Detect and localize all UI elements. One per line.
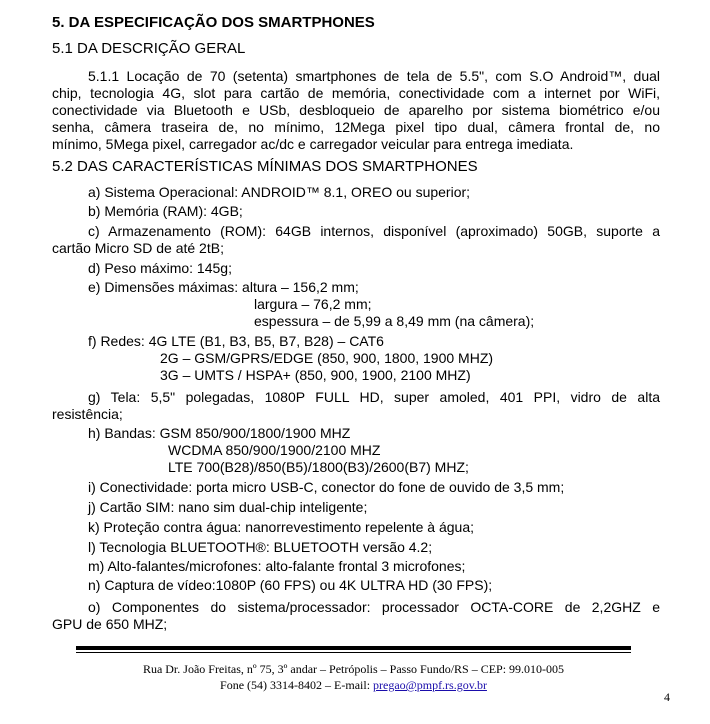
item-g-line-2: resistência;: [52, 406, 123, 422]
desc-line-2: chip, tecnologia 4G, slot para cartão de memória, conectividade com a internet por WiFi,: [52, 85, 660, 101]
item-f-line-2: 2G – GSM/GPRS/EDGE (850, 900, 1800, 1900 MHZ): [160, 350, 494, 366]
item-i: i) Conectividade: porta micro USB-C, conector do fone de ouvido de 3,5 mm;: [88, 479, 565, 495]
item-o-line-2: GPU de 650 MHZ;: [52, 616, 168, 632]
item-f-line-3: 3G – UMTS / HSPA+ (850, 900, 1900, 2100 MHZ): [160, 367, 471, 383]
desc-line-5: mínimo, 5Mega pixel, carregador ac/dc e carregador veicular para entrega imediata.: [52, 136, 574, 152]
footer-contact: [76, 678, 631, 693]
item-c-line-1: c) Armazenamento (ROM): 64GB internos, disponível (aproximado) 50GB, suporte a: [88, 223, 660, 239]
item-o-line-1: o) Componentes do sistema/processador: processador OCTA-CORE de 2,2GHZ e: [88, 599, 660, 615]
item-g-line-1: g) Tela: 5,5" polegadas, 1080P FULL HD, super amoled, 401 PPI, vidro de alta: [88, 389, 660, 405]
item-n: n) Captura de vídeo:1080P (60 FPS) ou 4K ULTRA HD (30 FPS);: [88, 577, 493, 593]
item-a: a) Sistema Operacional: ANDROID™ 8.1, OREO ou superior;: [88, 184, 471, 200]
footer-email-link[interactable]: pregao@pmpf.rs.gov.br: [373, 678, 487, 692]
item-l: l) Tecnologia BLUETOOTH®: BLUETOOTH versão 4.2;: [88, 539, 433, 555]
item-h-line-1: h) Bandas: GSM 850/900/1800/1900 MHZ: [88, 425, 351, 441]
item-f-line-1: f) Redes: 4G LTE (B1, B3, B5, B7, B28) – CAT6: [88, 333, 384, 349]
subsection-characteristics: 5.2 DAS CARACTERÍSTICAS MÍNIMAS DOS SMARTPHONES: [52, 158, 478, 175]
page-number: 4: [664, 690, 670, 704]
footer-rule-thick: [76, 646, 631, 650]
desc-line-4: senha, câmera traseira de, no mínimo, 12Mega pixel tipo dual, câmera frontal de, no: [52, 119, 660, 135]
item-e-line-3: espessura – de 5,99 a 8,49 mm (na câmera);: [254, 313, 535, 329]
footer-phone: Fone (54) 3314-8402 – E-mail:: [220, 678, 374, 692]
item-j: j) Cartão SIM: nano sim dual-chip inteligente;: [88, 499, 368, 515]
desc-line-1: 5.1.1 Locação de 70 (setenta) smartphones de tela de 5.5", com S.O Android™, dual: [88, 68, 660, 84]
footer-rule-thin: [76, 652, 631, 653]
item-m: m) Alto-falantes/microfones: alto-falante frontal 3 microfones;: [88, 558, 466, 574]
footer-address: Rua Dr. João Freitas, nº 75, 3º andar – Petrópolis – Passo Fundo/RS – CEP: 99.010-005: [142, 662, 565, 676]
subsection-general: 5.1 DA DESCRIÇÃO GERAL: [52, 40, 246, 57]
item-e-line-2: largura – 76,2 mm;: [254, 296, 372, 312]
item-b: b) Memória (RAM): 4GB;: [88, 203, 243, 219]
item-c-line-2: cartão Micro SD de até 2tB;: [52, 240, 224, 256]
item-e-line-1: e) Dimensões máximas: altura – 156,2 mm;: [88, 279, 359, 295]
item-h-line-3: LTE 700(B28)/850(B5)/1800(B3)/2600(B7) MHZ;: [168, 459, 469, 475]
item-k: k) Proteção contra água: nanorrevestimento repelente à água;: [88, 519, 475, 535]
desc-line-3: conectividade via Bluetooth e USb, desbloqueio de aparelho por sistema biométrico e/ou: [52, 102, 660, 118]
section-title: 5. DA ESPECIFICAÇÃO DOS SMARTPHONES: [52, 14, 375, 31]
item-d: d) Peso máximo: 145g;: [88, 260, 232, 276]
item-h-line-2: WCDMA 850/900/1900/2100 MHZ: [168, 442, 381, 458]
